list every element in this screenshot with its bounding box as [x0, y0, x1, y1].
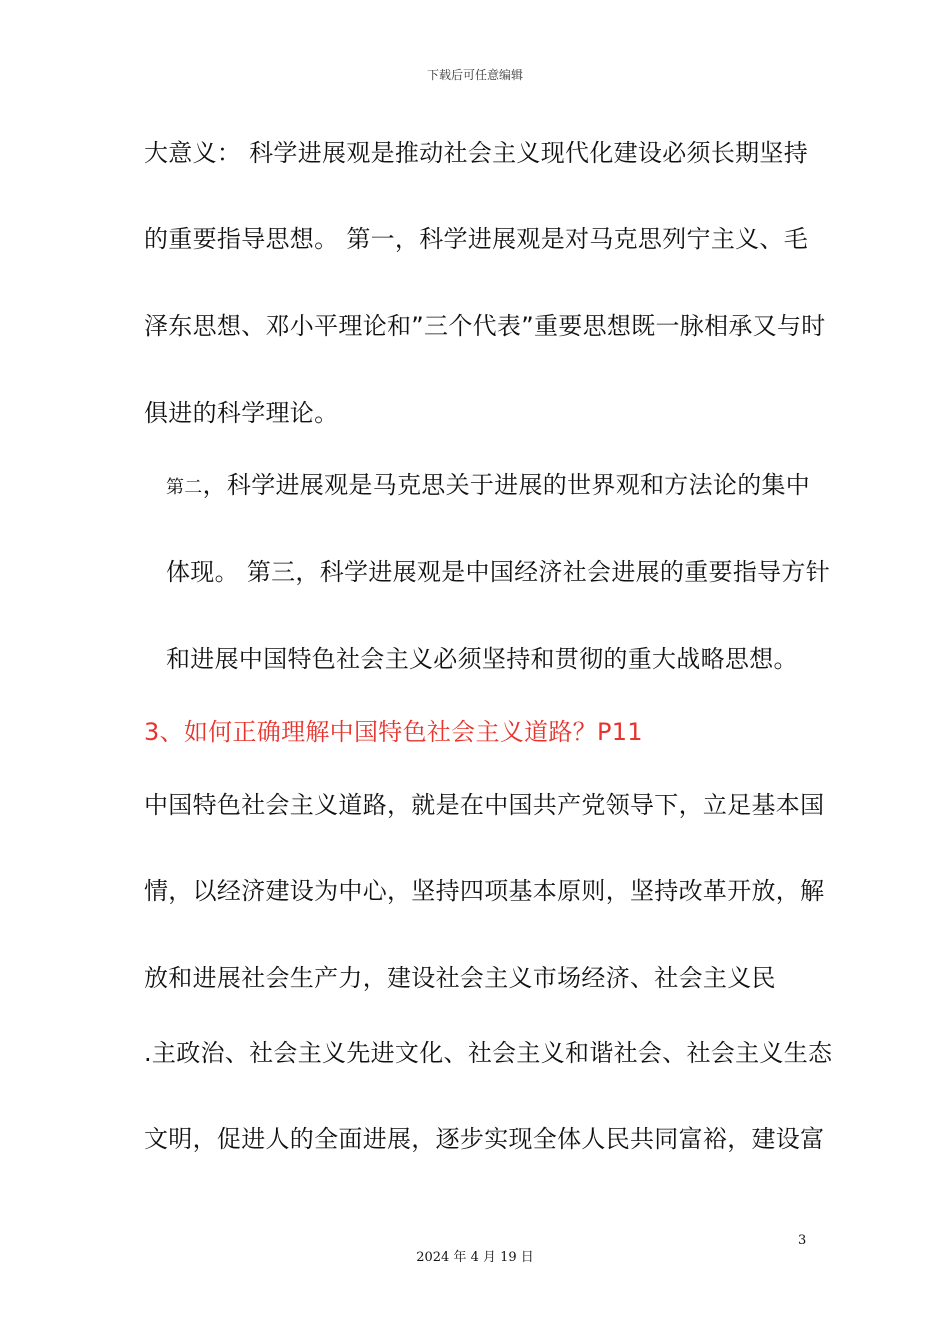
- paragraph2-line3: 和进展中国特色社会主义必须坚持和贯彻的重大战略思想。: [166, 645, 798, 673]
- question-heading: 3、如何正确理解中国特色社会主义道路？P11: [144, 718, 643, 746]
- paragraph1-line3: 泽东思想、邓小平理论和”三个代表”重要思想既一脉相承又与时: [144, 312, 826, 340]
- paragraph2-line1-text: ，科学进展观是马克思关于进展的世界观和方法论的集中: [202, 471, 811, 499]
- page-number: 3: [798, 1233, 807, 1248]
- page-header: 下载后可任意编辑: [426, 68, 523, 82]
- paragraph2-prefix: 第二: [166, 477, 203, 498]
- paragraph3-line5: 文明，促进人的全面进展，逐步实现全体人民共同富裕，建设富: [144, 1125, 825, 1153]
- paragraph1-line1: 大意义： 科学进展观是推动社会主义现代化建设必须长期坚持: [144, 139, 809, 167]
- paragraph1-line4: 俱进的科学理论。: [144, 399, 339, 427]
- paragraph1-line2: 的重要指导思想。 第一，科学进展观是对马克思列宁主义、毛: [144, 225, 809, 253]
- paragraph3-line2: 情，以经济建设为中心，坚持四项基本原则，坚持改革开放，解: [144, 877, 825, 905]
- footer-date: 2024 年 4 月 19 日: [416, 1250, 534, 1265]
- paragraph3-line4: .主政治、社会主义先进文化、社会主义和谐社会、社会主义生态: [144, 1039, 833, 1067]
- paragraph2-line1: [166, 468, 810, 505]
- paragraph2-line2: 体现。 第三，科学进展观是中国经济社会进展的重要指导方针: [166, 558, 831, 586]
- paragraph3-line1: 中国特色社会主义道路，就是在中国共产党领导下，立足基本国: [144, 791, 825, 819]
- paragraph3-line3: 放和进展社会生产力，建设社会主义市场经济、社会主义民: [144, 964, 776, 992]
